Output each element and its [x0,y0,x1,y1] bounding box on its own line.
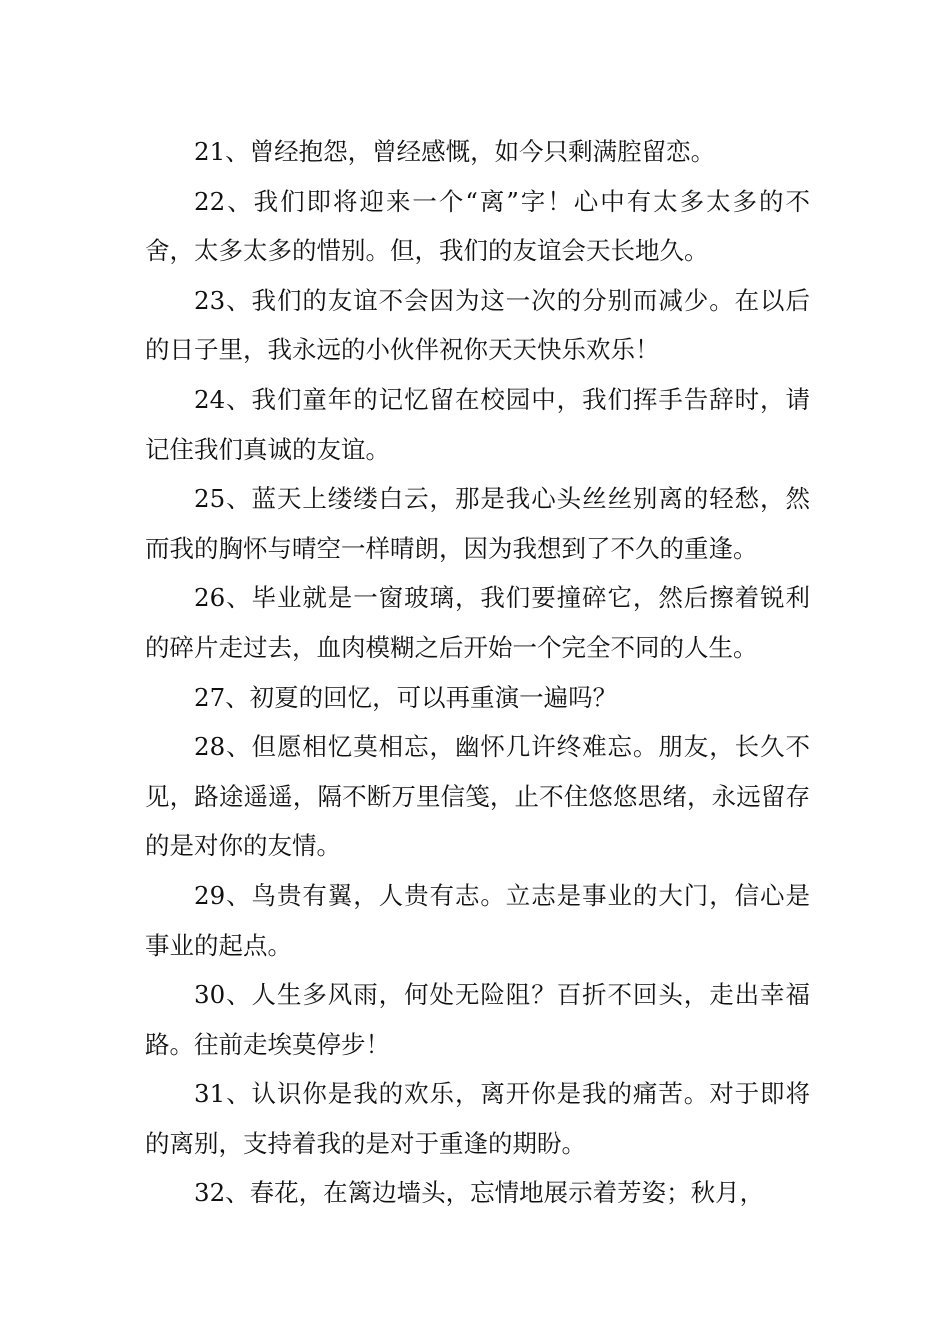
paragraph-28: 28、但愿相忆莫相忘，幽怀几许终难忘。朋友，长久不见，路途遥遥，隔不断万里信笺，止不住悠悠思绪，永远留存的是对你的友情。 [145,732,810,861]
paragraph-29: 29、鸟贵有翼，人贵有志。立志是事业的大门，信心是事业的起点。 [145,880,810,960]
paragraph-27: 27、初夏的回忆，可以再重演一遍吗？ [194,682,618,712]
paragraph-30: 30、人生多风雨，何处无险阻？百折不回头，走出幸福路。往前走埃莫停步！ [145,980,810,1059]
paragraph-23: 23、我们的友谊不会因为这一次的分别而减少。在以后的日子里，我永远的小伙伴祝你天天快乐欢乐！ [145,285,810,365]
paragraph-24: 24、我们童年的记忆留在校园中，我们挥手告辞时，请记住我们真诚的友谊。 [145,384,810,464]
paragraph-22: 22、我们即将迎来一个“离”字！心中有太多太多的不舍，太多太多的惜别。但，我们的友谊会天长地久。 [145,186,810,266]
document-body [145,127,810,1218]
paragraph-26: 26、毕业就是一窗玻璃，我们要撞碎它，然后擦着锐利的碎片走过去，血肉模糊之后开始一个完全不同的人生。 [145,583,810,662]
paragraph-32: 32、春花，在篱边墙头，忘情地展示着芳姿；秋月， [194,1178,765,1208]
paragraph-21: 21、曾经抱怨，曾经感慨，如今只剩满腔留恋。 [194,137,716,166]
paragraph-25: 25、蓝天上缕缕白云，那是我心头丝丝别离的轻愁，然而我的胸怀与晴空一样晴朗，因为我想到了不久的重逢。 [145,484,810,563]
paragraph-31: 31、认识你是我的欢乐，离开你是我的痛苦。对于即将的离别，支持着我的是对于重逢的期盼。 [145,1079,810,1158]
